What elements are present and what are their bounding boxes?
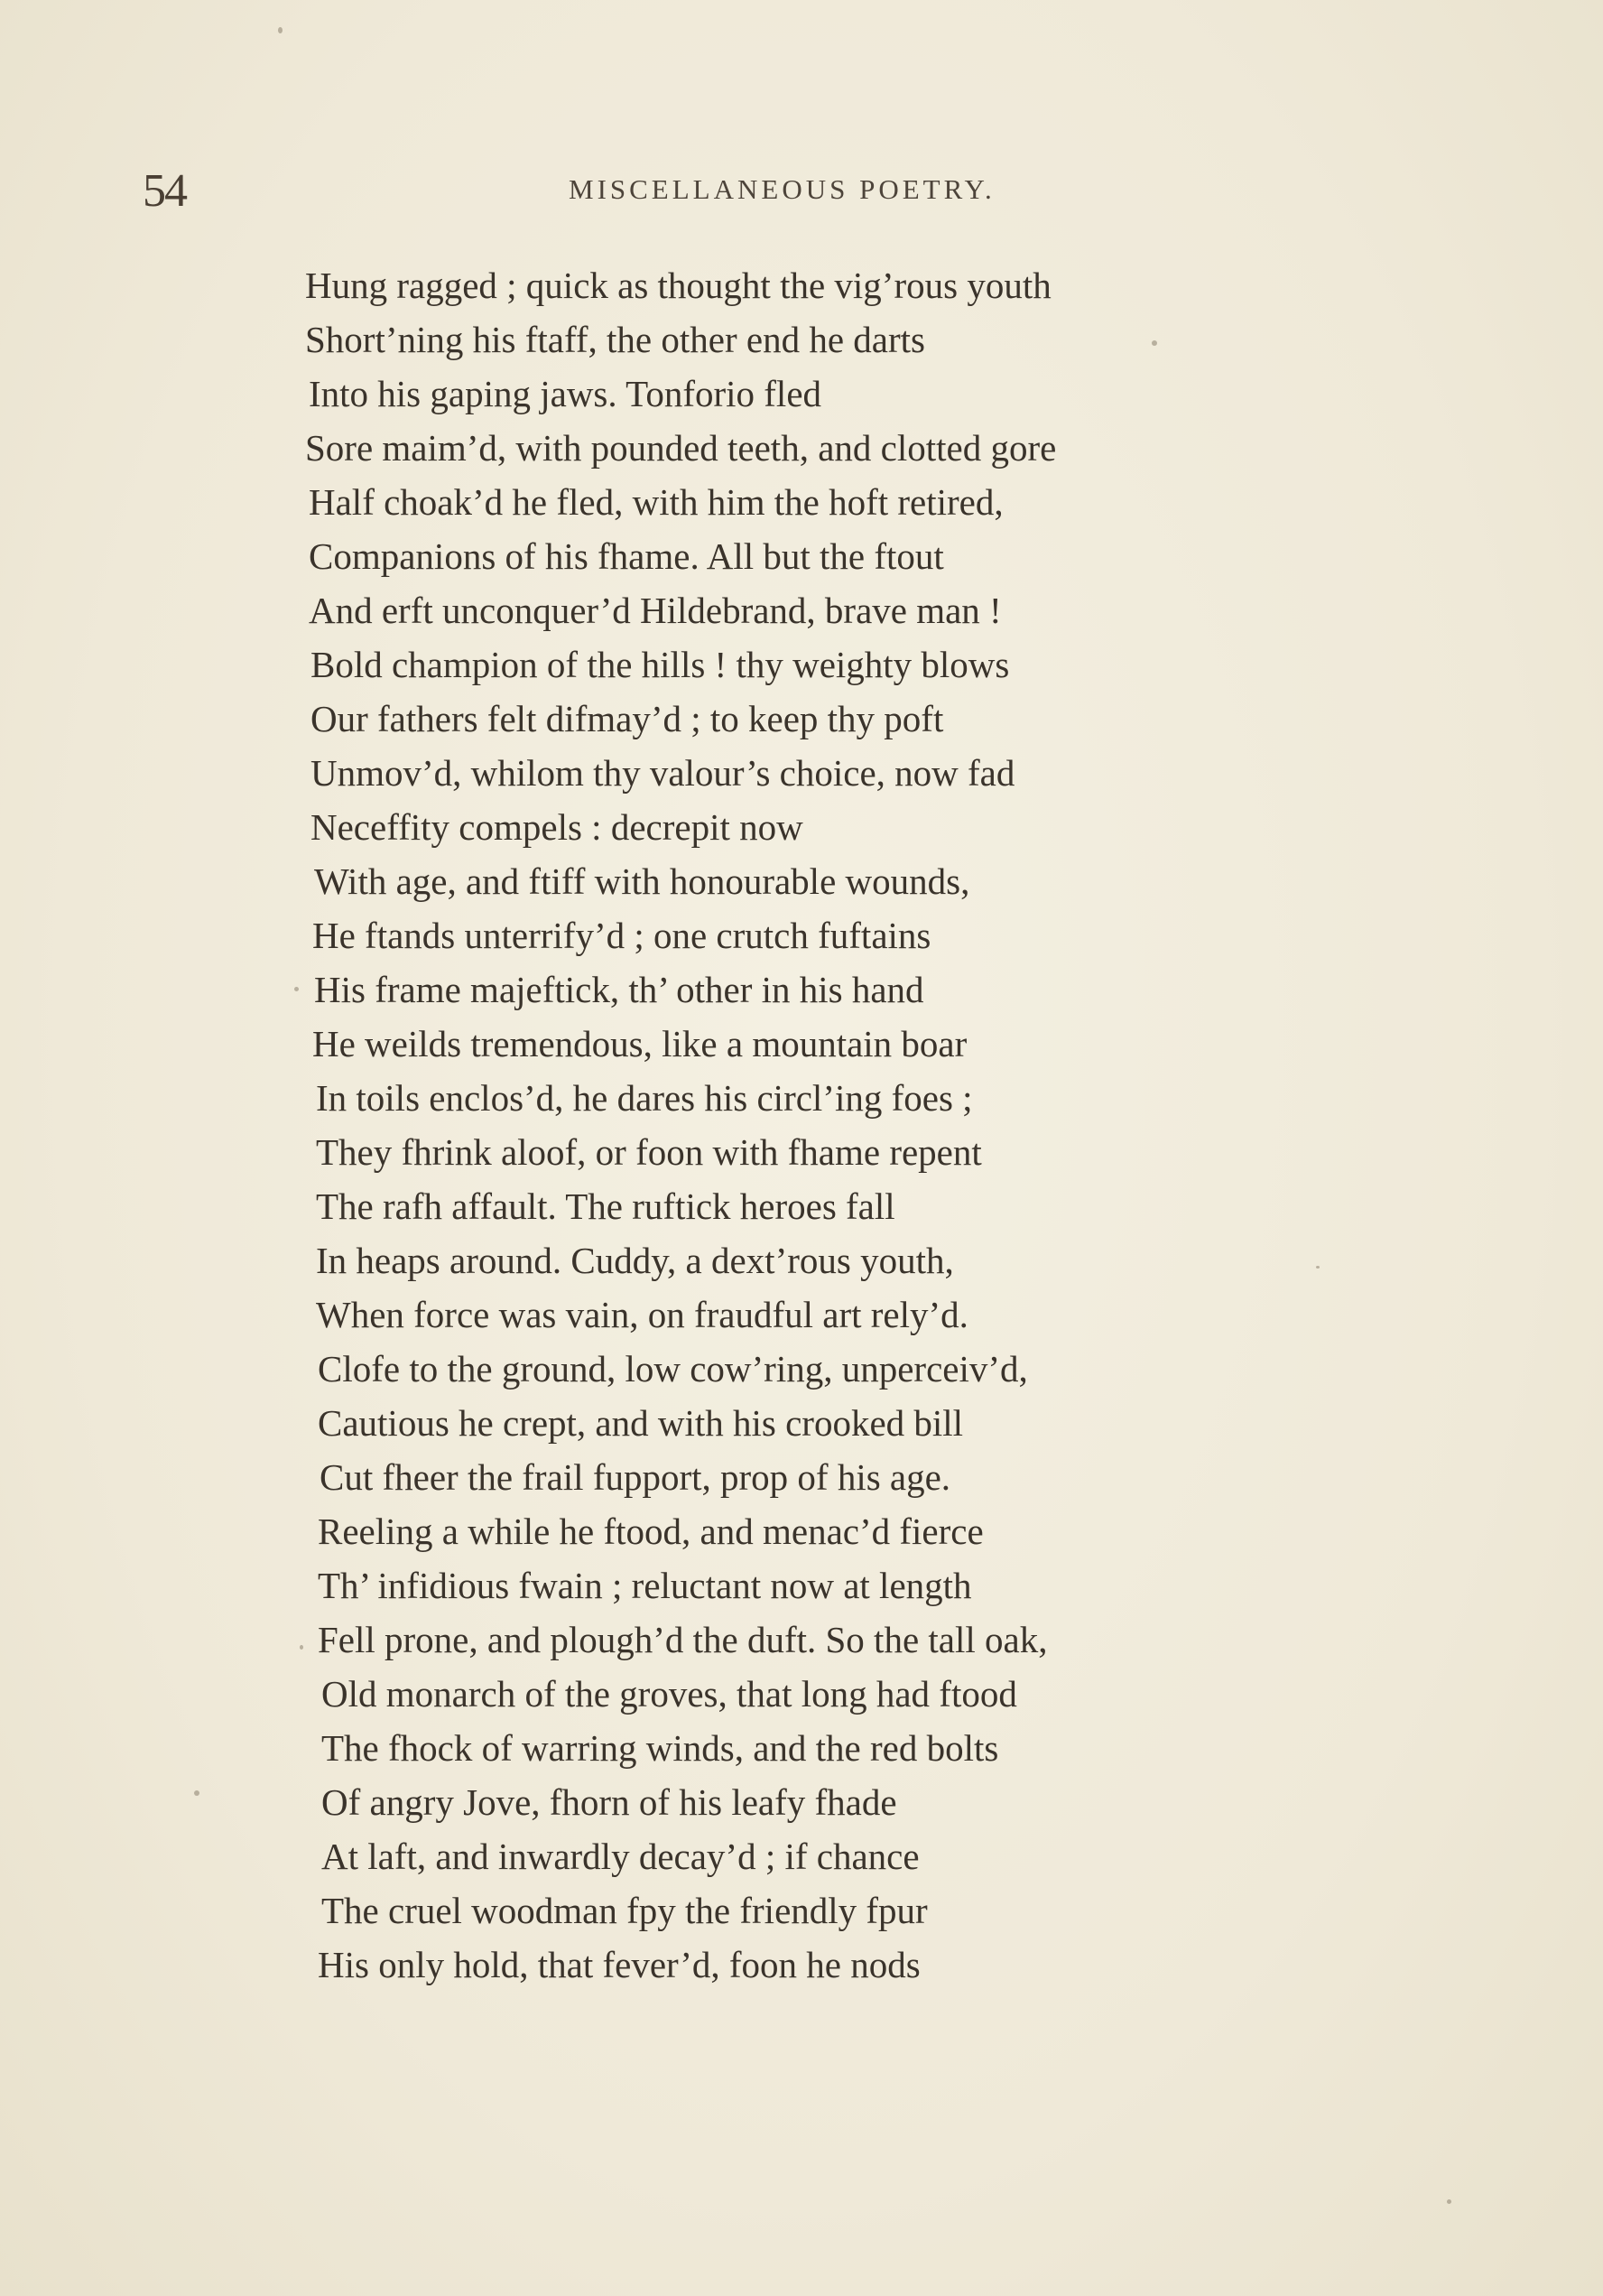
poem-line: Hung ragged ; quick as thought the vig’rous youth [305,265,1052,306]
paper-speck [1447,2199,1451,2204]
poem-line: At laft, and inwardly decay’d ; if chance [321,1836,920,1877]
poem-line: Companions of his fhame. All but the ftout [309,535,944,577]
poem-line: He ftands unterrify’d ; one crutch fuftains [312,915,931,956]
poem-line: His only hold, that fever’d, foon he nods [318,1944,921,1985]
poem-line: Th’ infidious fwain ; reluctant now at length [318,1565,972,1606]
poem-line: Our fathers felt difmay’d ; to keep thy poft [310,698,944,739]
poem-line: Into his gaping jaws. Tonforio fled [309,373,822,414]
paper-speck [294,987,299,991]
paper-speck [300,1645,303,1650]
poem-line: Old monarch of the groves, that long had ftood [321,1673,1017,1715]
page-number: 54 [143,165,186,217]
poem-line: In heaps around. Cuddy, a dext’rous youth, [316,1240,954,1281]
poem-line: In toils enclos’d, he dares his circl’ing foes ; [316,1077,973,1119]
poem-line: Of angry Jove, fhorn of his leafy fhade [321,1781,897,1823]
poem-line: His frame majeftick, th’ other in his hand [314,969,924,1010]
poem-line: When force was vain, on fraudful art rely’d. [316,1294,968,1335]
poem-line: Sore maim’d, with pounded teeth, and clotted gore [305,427,1057,469]
poem-line: Clofe to the ground, low cow’ring, unperceiv’d, [318,1348,1028,1390]
poem-line: Reeling a while he ftood, and menac’d fierce [318,1511,984,1552]
paper-speck [278,27,283,33]
paper-speck [194,1790,199,1796]
paper-speck [1316,1266,1320,1269]
poem-line: They fhrink aloof, or foon with fhame repent [316,1131,982,1173]
running-title: MISCELLANEOUS POETRY. [569,173,996,205]
poem-line: Neceffity compels : decrepit now [310,806,803,848]
poem-line: The cruel woodman fpy the friendly fpur [321,1890,928,1931]
poem-line: He weilds tremendous, like a mountain boar [312,1023,968,1064]
poem-line: Fell prone, and plough’d the duft. So the tall oak, [318,1619,1048,1660]
poem-line: Short’ning his ftaff, the other end he darts [305,319,925,360]
poem-line: And erft unconquer’d Hildebrand, brave man ! [309,590,1002,631]
poem-line: With age, and ftiff with honourable wounds, [314,860,970,902]
paper-speck [1152,340,1157,346]
poem-line: The fhock of warring winds, and the red bolts [321,1727,999,1769]
poem-line: Half choak’d he fled, with him the hoft retired, [309,481,1004,523]
poem-line: Unmov’d, whilom thy valour’s choice, now fad [310,752,1015,794]
poem-line: The rafh affault. The ruftick heroes fall [316,1185,895,1227]
poem-line: Bold champion of the hills ! thy weighty blows [310,644,1010,685]
poem-line: Cautious he crept, and with his crooked bill [318,1402,964,1444]
poem-line: Cut fheer the frail fupport, prop of his age. [320,1456,951,1498]
